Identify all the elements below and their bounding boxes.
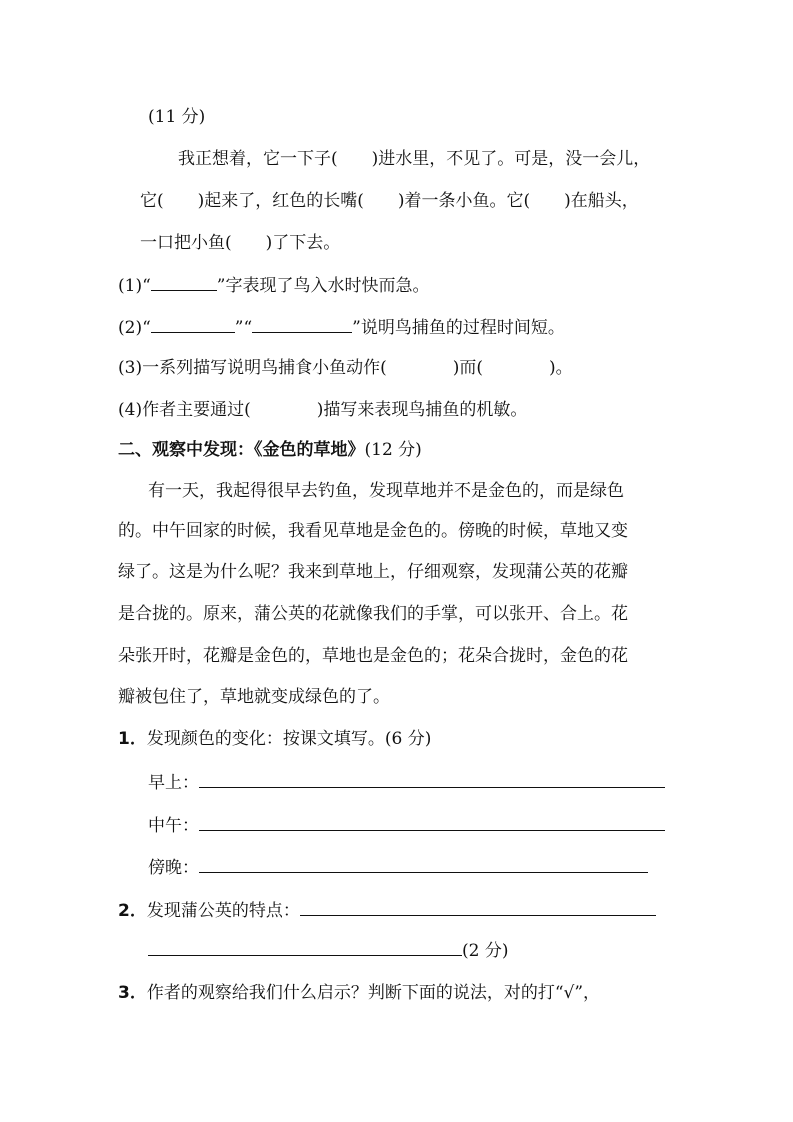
section2-q1 bbox=[118, 728, 431, 750]
question-score: (2 分) bbox=[462, 941, 509, 961]
section2-heading bbox=[118, 439, 422, 461]
answer-line[interactable] bbox=[199, 771, 665, 788]
text: (2)“ bbox=[118, 318, 151, 338]
answer-blank[interactable] bbox=[151, 316, 235, 333]
passage-line: 朵张开时，花瓣是金色的，草地也是金色的；花朵合拢时，金色的花 bbox=[118, 646, 628, 666]
passage-line: 的。中午回家的时候，我看见草地是金色的。傍晚的时候，草地又变 bbox=[118, 521, 628, 541]
question-number: 3． bbox=[118, 983, 147, 1003]
answer-blank[interactable] bbox=[252, 316, 352, 333]
text: (4)作者主要通过( bbox=[118, 400, 251, 420]
text: )了下去。 bbox=[265, 233, 341, 253]
text: (1)“ bbox=[118, 276, 151, 296]
question-1-2 bbox=[118, 316, 565, 339]
answer-line[interactable] bbox=[199, 814, 665, 831]
question-text: 发现颜色的变化：按课文填写。(6 分) bbox=[146, 729, 432, 749]
answer-line[interactable] bbox=[148, 939, 462, 956]
text: )而( bbox=[452, 358, 483, 378]
passage-line: 瓣被包住了，草地就变成绿色的了。 bbox=[118, 687, 390, 707]
text: ”“ bbox=[234, 318, 253, 338]
text: )着一条小鱼。它( bbox=[397, 191, 531, 211]
question-number: 2． bbox=[118, 901, 147, 921]
field-label: 傍晚： bbox=[148, 858, 199, 878]
text: 我正想着，它一下子( bbox=[178, 149, 338, 169]
text: )在船头， bbox=[564, 191, 639, 211]
question-1-4 bbox=[118, 399, 527, 421]
question-1-3 bbox=[118, 357, 573, 379]
text: 它( bbox=[140, 191, 164, 211]
text: )描写来表现鸟捕鱼的机敏。 bbox=[316, 400, 528, 420]
passage1-line3 bbox=[140, 232, 340, 254]
passage-line: 是合拢的。原来，蒲公英的花就像我们的手掌，可以张开、合上。花 bbox=[118, 604, 628, 624]
passage-line: 绿了。这是为什么呢？我来到草地上，仔细观察，发现蒲公英的花瓣 bbox=[118, 562, 628, 582]
passage-line: 有一天，我起得很早去钓鱼，发现草地并不是金色的，而是绿色 bbox=[148, 481, 624, 501]
answer-line[interactable] bbox=[300, 899, 656, 916]
passage1-line1 bbox=[178, 148, 650, 170]
question-1-1 bbox=[118, 274, 429, 297]
field-morning bbox=[148, 771, 665, 794]
text: )进水里，不见了。可是，没一会儿， bbox=[371, 149, 651, 169]
question-text: 发现蒲公英的特点： bbox=[146, 901, 300, 921]
text: 一口把小鱼( bbox=[140, 233, 232, 253]
field-label: 中午： bbox=[148, 816, 199, 836]
text: ”说明鸟捕鱼的过程时间短。 bbox=[352, 318, 565, 338]
section2-q2-cont bbox=[148, 939, 508, 962]
answer-blank[interactable] bbox=[151, 274, 217, 291]
text: ”字表现了鸟入水时快而急。 bbox=[216, 276, 430, 296]
passage1-line2 bbox=[140, 190, 639, 212]
field-evening bbox=[148, 856, 648, 879]
text: (3)一系列描写说明鸟捕食小鱼动作( bbox=[118, 358, 387, 378]
section2-q3 bbox=[118, 982, 600, 1004]
field-noon bbox=[148, 814, 665, 837]
question-number: 1． bbox=[118, 729, 147, 749]
heading-score: (12 分) bbox=[364, 440, 422, 460]
question-text: 作者的观察给我们什么启示？判断下面的说法，对的打“√”， bbox=[146, 983, 601, 1003]
passage1-score: (11 分) bbox=[148, 107, 206, 127]
field-label: 早上： bbox=[148, 773, 199, 793]
section2-q2 bbox=[118, 899, 656, 922]
heading-text: 二、观察中发现：《金色的草地》 bbox=[118, 440, 365, 460]
text: )起来了，红色的长嘴( bbox=[197, 191, 364, 211]
answer-line[interactable] bbox=[199, 856, 648, 873]
text: )。 bbox=[548, 358, 573, 378]
